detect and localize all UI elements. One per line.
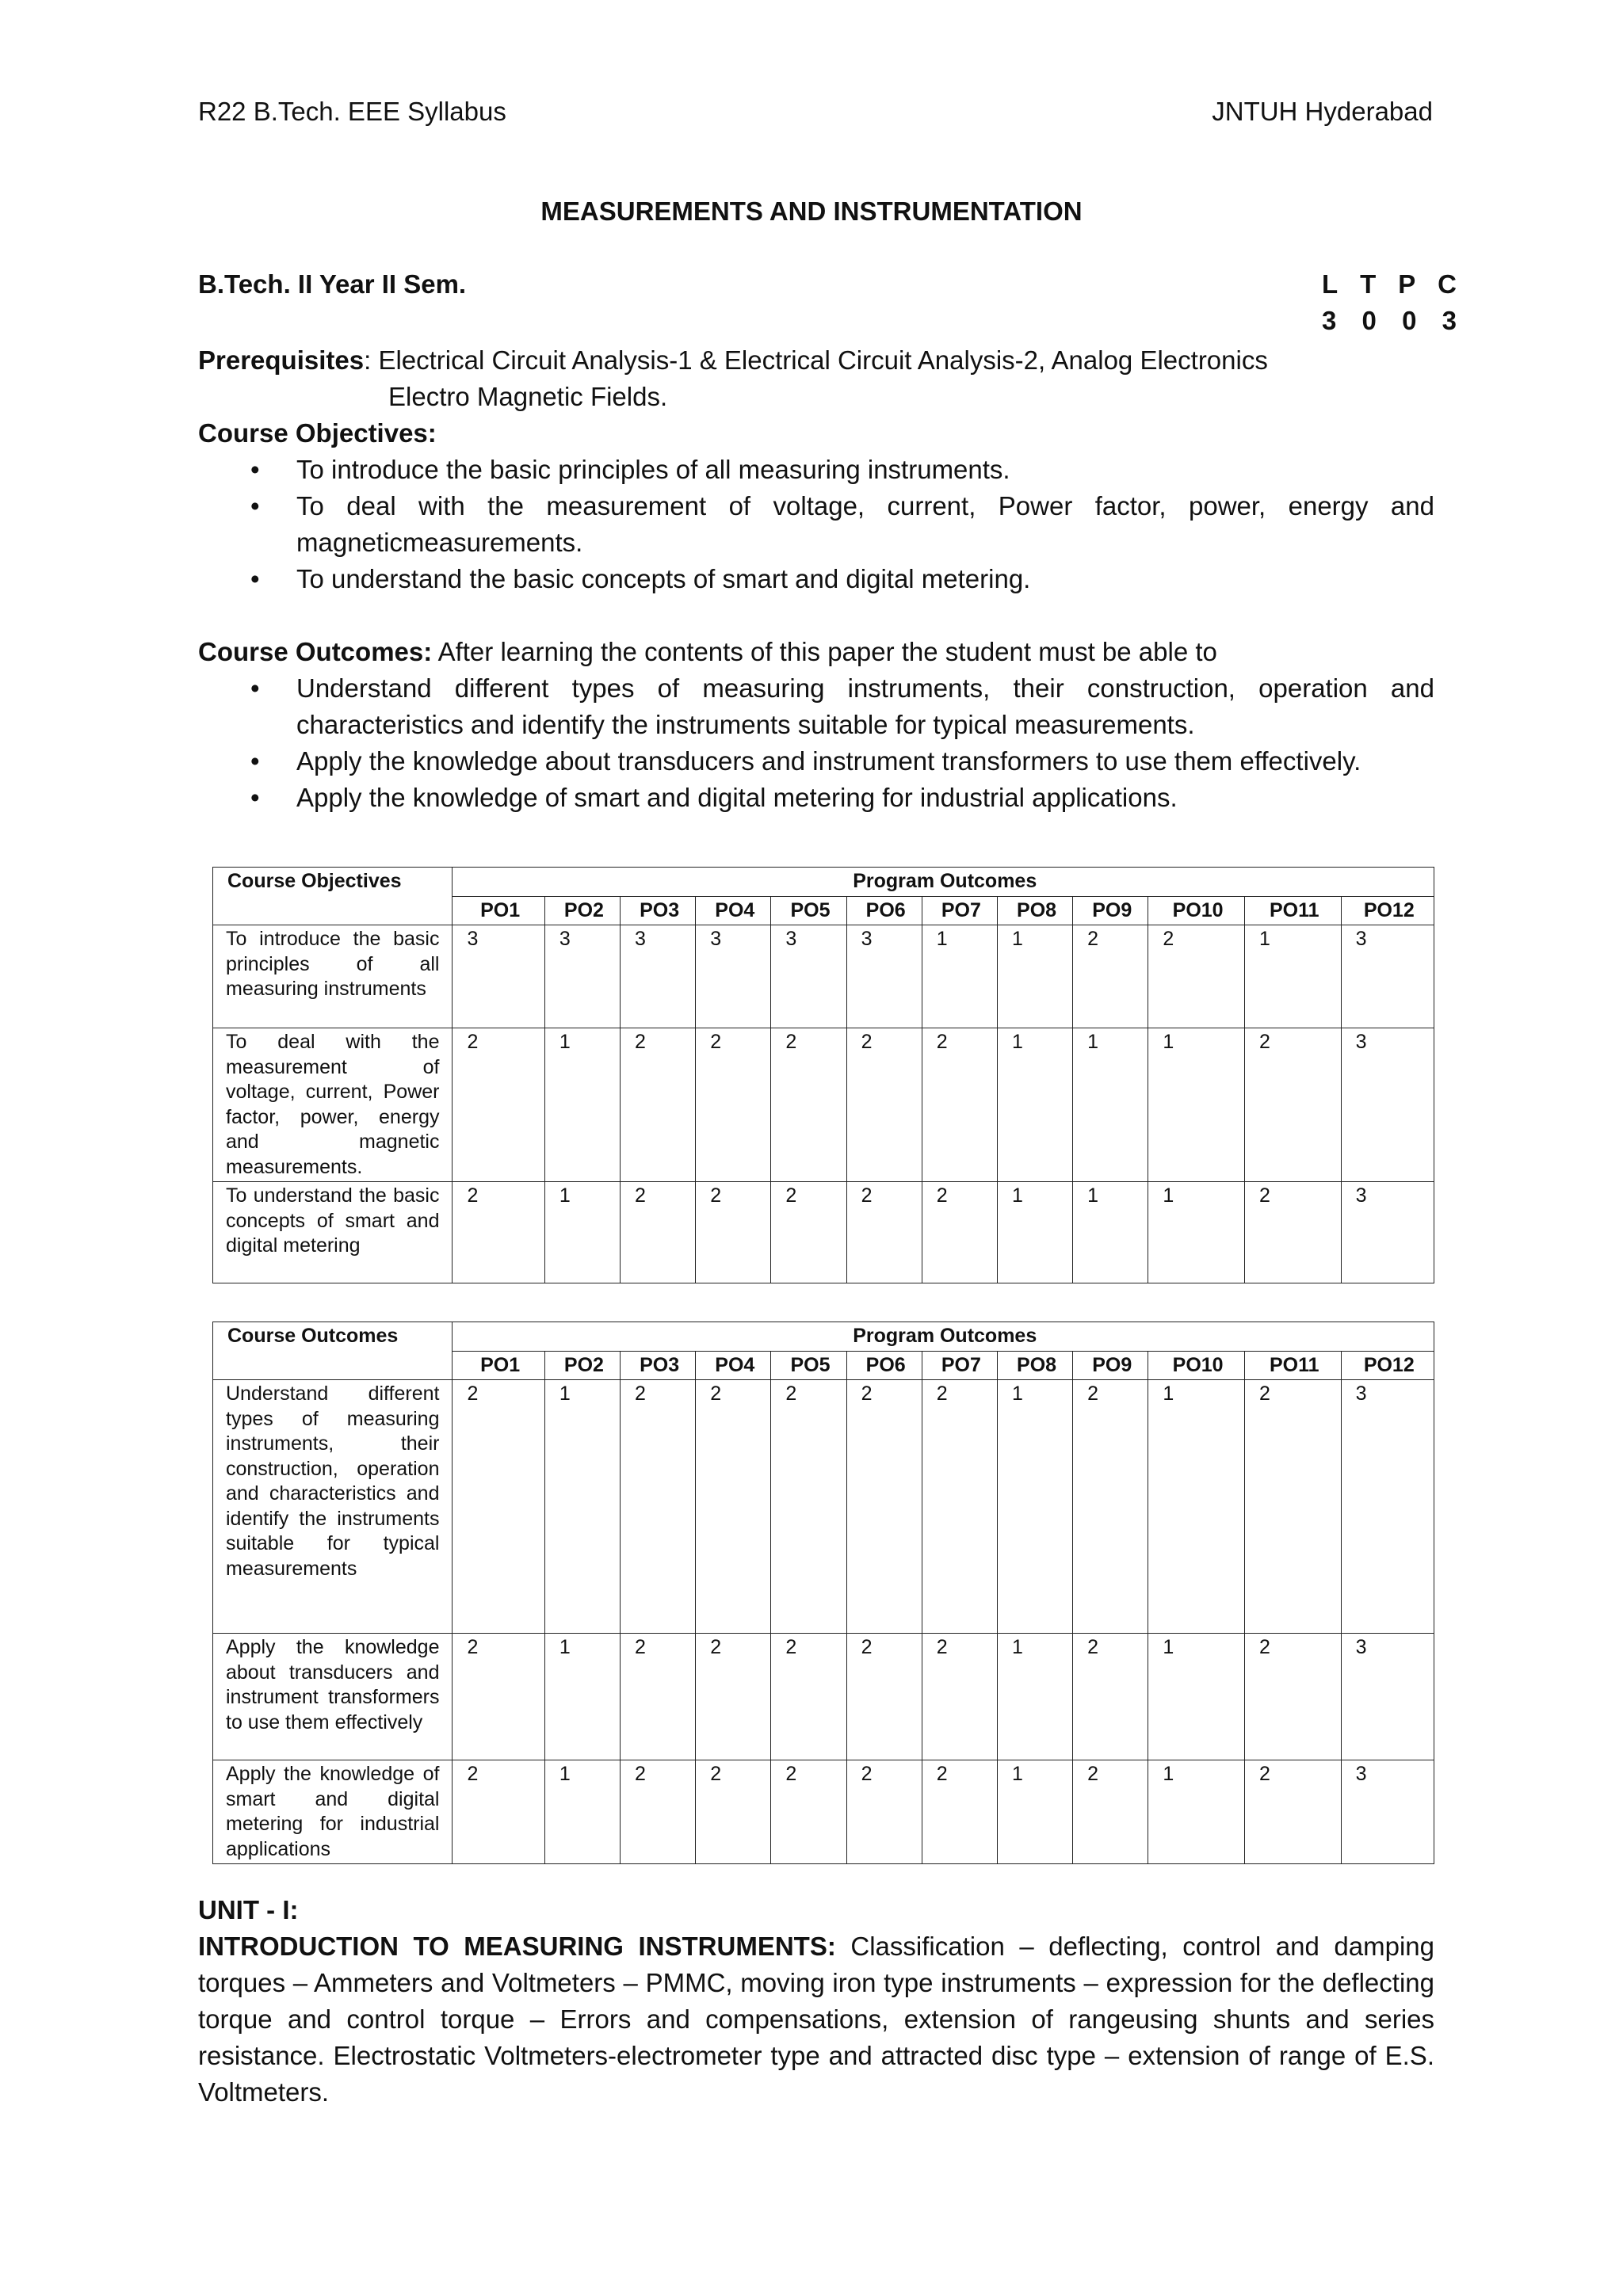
- po-column-header: PO10: [1148, 896, 1245, 925]
- po-value-cell: 1: [544, 1028, 620, 1182]
- po-value-cell: 2: [621, 1182, 696, 1283]
- po-value-cell: 1: [997, 1182, 1072, 1283]
- po-column-header: PO1: [453, 1351, 544, 1380]
- po-column-header: PO11: [1244, 896, 1341, 925]
- po-value-cell: 2: [1244, 1634, 1341, 1760]
- po-value-cell: 2: [1073, 1760, 1148, 1864]
- po-column-header: PO4: [696, 1351, 771, 1380]
- po-value-cell: 1: [544, 1182, 620, 1283]
- po-value-cell: 1: [1244, 925, 1341, 1028]
- unit-1-heading: UNIT - I:: [198, 1895, 299, 1924]
- po-value-cell: 2: [771, 1380, 846, 1634]
- objectives-item-text: To deal with the measurement of voltage, current, Power factor, power, energy and magneticmeasurements.: [296, 491, 1434, 557]
- group-header: Program Outcomes: [453, 1322, 1434, 1352]
- outcomes-po-mapping-table: [212, 1322, 1434, 1864]
- po-value-cell: 2: [621, 1380, 696, 1634]
- po-value-cell: 1: [1073, 1182, 1148, 1283]
- po-value-cell: 2: [771, 1028, 846, 1182]
- unit-1-section: [198, 1892, 1434, 2111]
- po-value-cell: 2: [846, 1182, 922, 1283]
- po-value-cell: 2: [696, 1182, 771, 1283]
- po-column-header: PO10: [1148, 1351, 1245, 1380]
- po-value-cell: 3: [621, 925, 696, 1028]
- po-value-cell: 2: [1244, 1760, 1341, 1864]
- po-value-cell: 2: [453, 1634, 544, 1760]
- po-value-cell: 2: [922, 1380, 997, 1634]
- po-value-cell: 3: [1341, 1028, 1434, 1182]
- outcomes-item-text: Understand different types of measuring instruments, their construction, operation and characteristics and identify the instruments suitable for typical measurements.: [296, 673, 1434, 739]
- po-value-cell: 1: [922, 925, 997, 1028]
- po-value-cell: 2: [1148, 925, 1245, 1028]
- po-column-header: PO4: [696, 896, 771, 925]
- po-value-cell: 2: [846, 1760, 922, 1864]
- po-value-cell: 2: [922, 1182, 997, 1283]
- bullet-icon: •: [250, 455, 260, 484]
- po-value-cell: 1: [997, 925, 1072, 1028]
- po-value-cell: 1: [544, 1380, 620, 1634]
- po-value-cell: 1: [1148, 1182, 1245, 1283]
- po-value-cell: 2: [696, 1380, 771, 1634]
- po-value-cell: 2: [1244, 1028, 1341, 1182]
- po-value-cell: 2: [922, 1028, 997, 1182]
- po-value-cell: 2: [1244, 1182, 1341, 1283]
- po-column-header: PO2: [544, 1351, 620, 1380]
- prerequisites: [198, 342, 1434, 415]
- po-value-cell: 2: [922, 1634, 997, 1760]
- first-column-header: Course Objectives: [213, 868, 453, 925]
- po-value-cell: 2: [453, 1380, 544, 1634]
- po-value-cell: 2: [922, 1760, 997, 1864]
- prerequisites-line1: : Electrical Circuit Analysis-1 & Electrical Circuit Analysis-2, Analog Electronics: [364, 345, 1268, 375]
- objectives-item: [198, 488, 1434, 561]
- group-header: Program Outcomes: [453, 868, 1434, 897]
- ltpc-label: C: [1438, 269, 1457, 299]
- po-value-cell: 1: [1148, 1028, 1245, 1182]
- po-value-cell: 2: [621, 1028, 696, 1182]
- po-value-cell: 2: [771, 1634, 846, 1760]
- po-value-cell: 3: [1341, 1634, 1434, 1760]
- po-value-cell: 3: [1341, 925, 1434, 1028]
- ltpc-label: L: [1322, 269, 1338, 299]
- ltpc-value: 3: [1442, 306, 1457, 335]
- po-column-header: PO9: [1073, 1351, 1148, 1380]
- ltpc-value: 3: [1322, 306, 1337, 335]
- ltpc-label: P: [1398, 269, 1416, 299]
- ltpc-label: T: [1360, 269, 1377, 299]
- po-column-header: PO6: [846, 1351, 922, 1380]
- row-label: Apply the knowledge about transducers and instrument transformers to use them effectively: [213, 1634, 453, 1760]
- po-column-header: PO9: [1073, 896, 1148, 925]
- po-value-cell: 2: [696, 1028, 771, 1182]
- course-outcomes: [198, 634, 1434, 816]
- ltpc-labels: [1322, 269, 1457, 306]
- objectives-item-text: To introduce the basic principles of all measuring instruments.: [296, 455, 1010, 484]
- po-column-header: PO3: [621, 1351, 696, 1380]
- po-value-cell: 2: [846, 1028, 922, 1182]
- po-column-header: PO2: [544, 896, 620, 925]
- outcomes-heading: Course Outcomes:: [198, 637, 433, 666]
- po-column-header: PO5: [771, 1351, 846, 1380]
- prerequisites-line2: Electro Magnetic Fields.: [388, 382, 668, 411]
- po-value-cell: 2: [771, 1182, 846, 1283]
- ltpc-value: 0: [1402, 306, 1417, 335]
- po-value-cell: 2: [846, 1634, 922, 1760]
- po-column-header: PO6: [846, 896, 922, 925]
- outcomes-item: [198, 780, 1434, 816]
- objectives-list: [198, 452, 1434, 597]
- ltpc-value: 0: [1361, 306, 1377, 335]
- po-column-header: PO11: [1244, 1351, 1341, 1380]
- po-value-cell: 2: [453, 1760, 544, 1864]
- outcomes-item-text: Apply the knowledge of smart and digital metering for industrial applications.: [296, 783, 1178, 812]
- po-value-cell: 1: [997, 1634, 1072, 1760]
- po-column-header: PO5: [771, 896, 846, 925]
- po-value-cell: 1: [1148, 1760, 1245, 1864]
- po-value-cell: 2: [696, 1634, 771, 1760]
- course-objectives: [198, 415, 1434, 597]
- table-row: [213, 1760, 1434, 1864]
- bullet-icon: •: [250, 783, 260, 812]
- po-column-header: PO7: [922, 1351, 997, 1380]
- po-value-cell: 2: [846, 1380, 922, 1634]
- po-value-cell: 2: [771, 1760, 846, 1864]
- header-row: [213, 1322, 1434, 1352]
- bullet-icon: •: [250, 673, 260, 703]
- po-value-cell: 1: [1148, 1380, 1245, 1634]
- po-value-cell: 2: [621, 1760, 696, 1864]
- prerequisites-label: Prerequisites: [198, 345, 365, 375]
- table-row: [213, 1182, 1434, 1283]
- objectives-heading: Course Objectives:: [198, 418, 437, 448]
- row-label: Apply the knowledge of smart and digital metering for industrial applications: [213, 1760, 453, 1864]
- po-value-cell: 1: [997, 1028, 1072, 1182]
- po-column-header: PO12: [1341, 896, 1434, 925]
- course-title: MEASUREMENTS AND INSTRUMENTATION: [540, 196, 1083, 226]
- outcomes-item-text: Apply the knowledge about transducers and instrument transformers to use them effectively.: [296, 746, 1361, 776]
- outcomes-item: [198, 670, 1434, 743]
- po-value-cell: 2: [1073, 1634, 1148, 1760]
- bullet-icon: •: [250, 746, 260, 776]
- row-label: To introduce the basic principles of all measuring instruments: [213, 925, 453, 1028]
- po-column-header: PO1: [453, 896, 544, 925]
- po-value-cell: 3: [846, 925, 922, 1028]
- header-right: JNTUH Hyderabad: [1212, 97, 1433, 126]
- po-value-cell: 2: [1073, 925, 1148, 1028]
- po-value-cell: 1: [544, 1760, 620, 1864]
- outcomes-list: [198, 670, 1434, 816]
- po-value-cell: 3: [696, 925, 771, 1028]
- unit-1-title: INTRODUCTION TO MEASURING INSTRUMENTS:: [198, 1932, 836, 1961]
- po-value-cell: 2: [696, 1760, 771, 1864]
- po-value-cell: 1: [1073, 1028, 1148, 1182]
- po-column-header: PO12: [1341, 1351, 1434, 1380]
- po-column-header: PO3: [621, 896, 696, 925]
- po-value-cell: 3: [1341, 1760, 1434, 1864]
- table-row: [213, 925, 1434, 1028]
- po-column-header: PO7: [922, 896, 997, 925]
- objectives-item-text: To understand the basic concepts of smart and digital metering.: [296, 564, 1031, 593]
- header-left: R22 B.Tech. EEE Syllabus: [198, 97, 506, 126]
- unit-1-body: Classification – deflecting, control and damping torques – Ammeters and Voltmeters – PMMC, moving iron type instruments – expression for the deflecting torque and control torque – Errors and compensations, extension of rangeusing shunts and series resistance. Electrostatic Voltmeters-electrometer type and attracted disc type – extension of range of E.S. Voltmeters.: [198, 1932, 1434, 2107]
- po-value-cell: 2: [1244, 1380, 1341, 1634]
- po-value-cell: 2: [453, 1182, 544, 1283]
- objectives-po-mapping-table: [212, 867, 1434, 1283]
- ltpc-values: [1322, 306, 1457, 342]
- row-label: To understand the basic concepts of smart and digital metering: [213, 1182, 453, 1283]
- table-row: [213, 1380, 1434, 1634]
- po-column-header: PO8: [997, 896, 1072, 925]
- row-label: Understand different types of measuring instruments, their construction, operation and characteristics and identify the instruments suitable for typical measurements: [213, 1380, 453, 1634]
- first-column-header: Course Outcomes: [213, 1322, 453, 1380]
- bullet-icon: •: [250, 564, 260, 593]
- row-label: To deal with the measurement of voltage, current, Power factor, power, energy and magnetic measurements.: [213, 1028, 453, 1182]
- po-value-cell: 1: [544, 1634, 620, 1760]
- unit-1-paragraph: [198, 1928, 1434, 2111]
- ltpc-credits: [1322, 269, 1457, 342]
- objectives-item: [198, 561, 1434, 597]
- po-value-cell: 1: [997, 1380, 1072, 1634]
- bullet-icon: •: [250, 491, 260, 521]
- table-row: [213, 1634, 1434, 1760]
- outcomes-intro: After learning the contents of this paper the student must be able to: [432, 637, 1217, 666]
- table-row: [213, 1028, 1434, 1182]
- po-value-cell: 1: [1148, 1634, 1245, 1760]
- po-value-cell: 3: [453, 925, 544, 1028]
- po-value-cell: 1: [997, 1760, 1072, 1864]
- po-value-cell: 3: [771, 925, 846, 1028]
- po-value-cell: 3: [1341, 1380, 1434, 1634]
- po-value-cell: 2: [621, 1634, 696, 1760]
- semester-label: B.Tech. II Year II Sem.: [198, 269, 467, 299]
- po-value-cell: 2: [453, 1028, 544, 1182]
- header-row: [213, 868, 1434, 897]
- objectives-item: [198, 452, 1434, 488]
- po-column-header: PO8: [997, 1351, 1072, 1380]
- po-value-cell: 3: [544, 925, 620, 1028]
- outcomes-item: [198, 743, 1434, 780]
- po-value-cell: 3: [1341, 1182, 1434, 1283]
- po-value-cell: 2: [1073, 1380, 1148, 1634]
